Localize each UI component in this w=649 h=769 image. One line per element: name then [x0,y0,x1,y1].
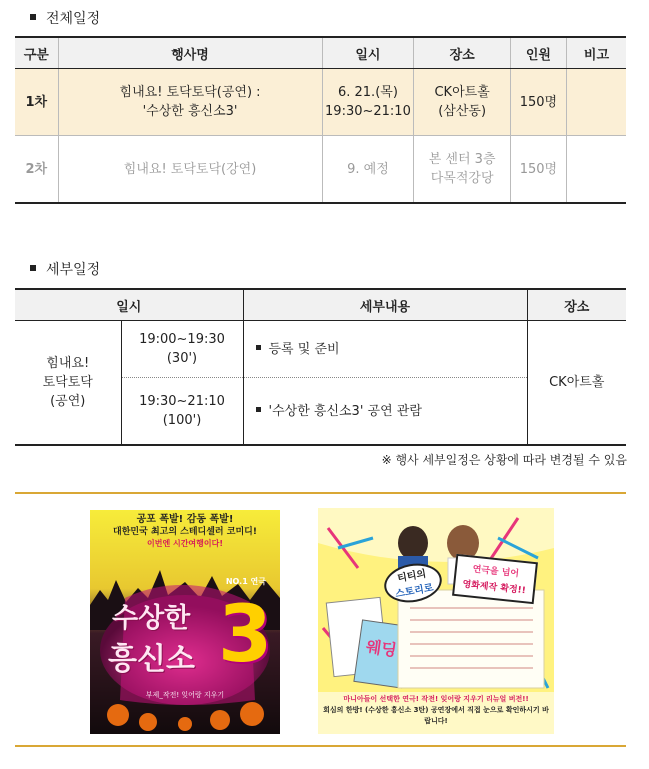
poster1-badge: NO.1 연극 [225,577,266,586]
table-header-row [15,289,626,321]
column-header: 장소 [414,37,510,69]
divider-top [15,492,626,494]
round-label: 1차 [15,69,58,136]
content-cell: '수상한 흥신소3' 공연 관람 [243,378,527,446]
column-header: 행사명 [58,37,322,69]
time-cell: 19:30~21:10 (100') [121,378,243,446]
event-people: 150명 [510,69,566,136]
event-name: 힘내요! 토닥토닥(공연) : '수상한 흥신소3' [58,69,322,136]
detail-schedule-table [15,288,626,446]
event-people: 150명 [510,136,566,204]
event-note [566,69,626,136]
content-cell: 등록 및 준비 [243,321,527,378]
event-note [566,136,626,204]
column-header: 인원 [510,37,566,69]
poster2-bubble-right: 연극을 넘어 영화제작 확정!! [452,554,538,604]
column-header: 세부내용 [243,289,527,321]
poster1-title-line2: 흥신소 [108,642,195,677]
table-row [15,69,626,136]
poster2-bubble-left: 티티의 스토리로 [381,559,445,606]
poster1-top-text: 공포 폭발! 감동 폭발! 대한민국 최고의 스테디셀러 코미디! 이번엔 시간여행이다! [113,514,257,548]
event-place: CK아트홀 (삼산동) [414,69,510,136]
poster2-banner: 마니아들이 선택한 연극! 작전! 잊어랑 지우기 리뉴얼 버전!! 회심의 한방! (수상한 흥신소 3탄) 공연장에서 직접 눈으로 확인하시기 바랍니다! [323,695,549,725]
column-header: 구분 [15,37,58,69]
poster-suspicious-agency-3 [90,510,280,734]
poster1-title-line1: 수상한 [112,603,191,634]
poster2-mini-title: 웨딩 [364,636,398,661]
event-label: 힘내요! 토닥토닥 (공연) [15,321,121,446]
column-header: 장소 [527,289,626,321]
poster-wedding-promo [318,508,554,734]
place-cell: CK아트홀 [527,321,626,446]
overall-schedule-table [15,36,626,204]
event-date: 6. 21.(목) 19:30~21:10 [322,69,414,136]
table-row [15,321,626,378]
overall-schedule-title: 전체일정 [30,8,100,28]
event-name: 힘내요! 토닥토닥(강연) [58,136,322,204]
table-row [15,136,626,204]
event-place: 본 센터 3층 다목적강당 [414,136,510,204]
poster1-subtitle: 부제_작전! 잊어랑 지우기 [145,691,225,699]
event-date: 9. 예정 [322,136,414,204]
column-header: 일시 [322,37,414,69]
time-cell: 19:00~19:30 (30') [121,321,243,378]
poster1-number: 3 [218,590,273,680]
schedule-footnote: ※ 행사 세부일정은 상황에 따라 변경될 수 있음 [381,453,627,467]
round-label: 2차 [15,136,58,204]
detail-schedule-title: 세부일정 [30,259,100,279]
divider-bottom [15,745,626,747]
column-header: 비고 [566,37,626,69]
table-header-row [15,37,626,69]
column-header: 일시 [15,289,243,321]
